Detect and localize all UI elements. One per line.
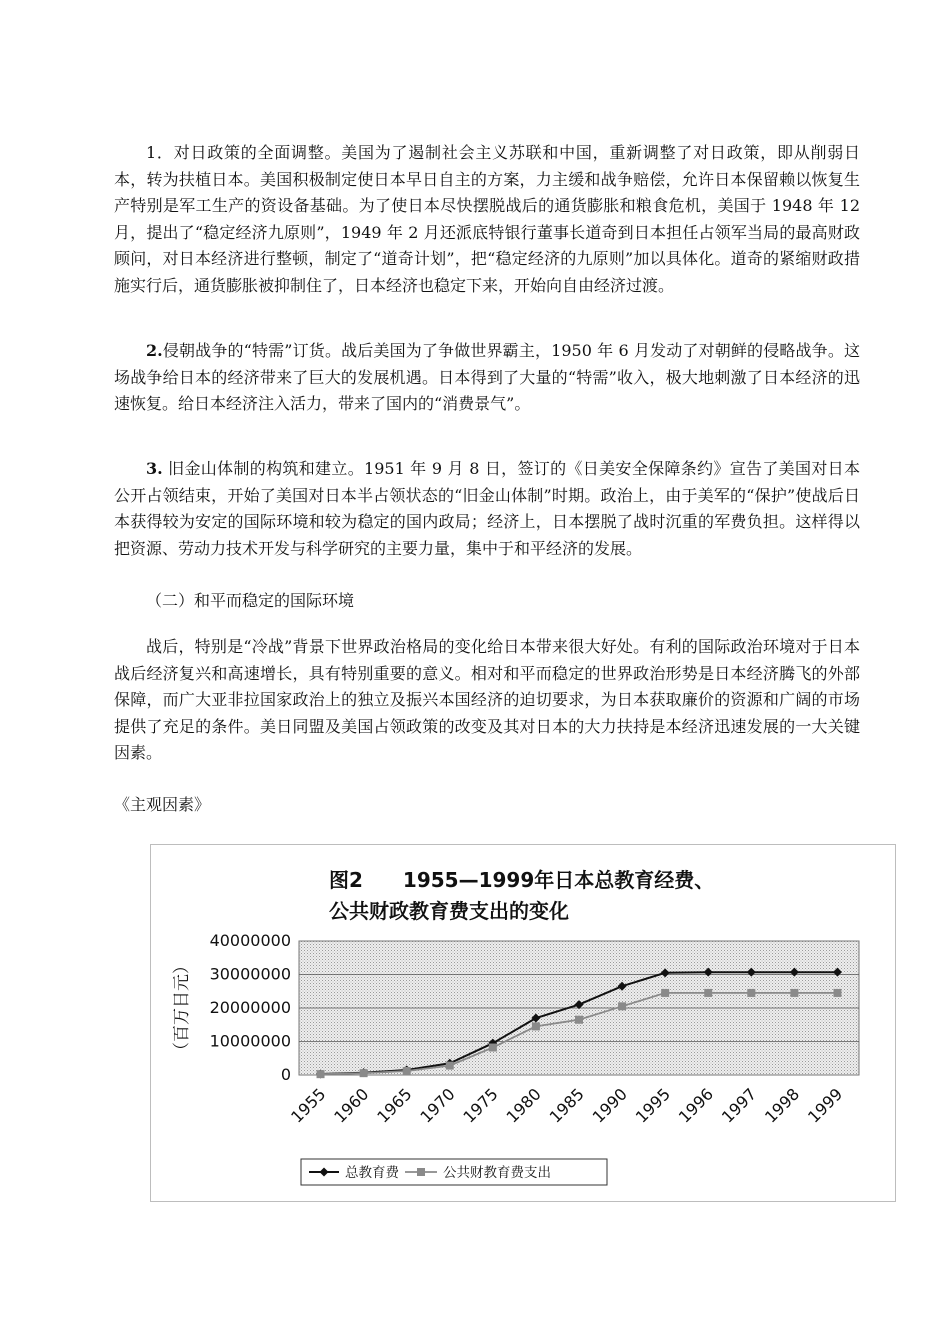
x-tick-label: 1955	[287, 1084, 330, 1127]
x-tick-label: 1965	[373, 1084, 416, 1127]
chart-canvas	[151, 845, 895, 1201]
paragraph-international-environment: 战后，特别是“冷战”背景下世界政治格局的变化给日本带来很大好处。有利的国际政治环境对于日本战后经济复兴和高速增长，具有特别重要的意义。相对和平而稳定的世界政治形势是日本经济腾飞的外部保障，而广大亚非拉国家政治上的独立及振兴本国经济的迫切要求，为日本获取廉价的资源和广阔的市场提供了充足的条件。美日同盟及美国占领政策的改变及其对日本的大力扶持是本经济迅速发展的一大关键因素。	[114, 637, 860, 762]
item-number: 3.	[146, 459, 163, 478]
data-point-square	[575, 1016, 583, 1024]
data-point-square	[618, 1002, 626, 1010]
x-tick-label: 1997	[717, 1084, 761, 1127]
paragraph-policy-adjustment: 1．对日政策的全面调整。美国为了遏制社会主义苏联和中国，重新调整了对日政策，即从削弱日本，转为扶植日本。美国积极制定使日本早日自主的方案，力主缓和战争赔偿，允许日本保留赖以恢复生产特别是军工生产的资设备基础。为了使日本尽快摆脱战后的通货膨胀和粮食危机，美国于 1948 年 12 月，提出了“稳定经济九原则”，1949 年 2 月还派底特银行董事长道奇到日本担任占领军当局的最高财政顾问，对日本经济进行整顿，制定了“道奇计划”，把“稳定经济的九原则”加以具体化。道奇的紧缩财政措施实行后，通货膨胀被抑制住了，日本经济也稳定下来，开始向自由经济过渡。	[114, 143, 860, 295]
y-tick-label: 30000000	[209, 964, 291, 984]
item-text: 侵朝战争的“特需”订货。战后美国为了争做世界霸主，1950 年 6 月发动了对朝鲜的侵略战争。这场战争给日本的经济带来了巨大的发展机遇。日本得到了大量的“特需”收入，极大地刺激了日本经济的迅速恢复。给日本经济注入活力，带来了国内的“消费景气”。	[114, 341, 860, 413]
x-tick-label: 1996	[674, 1084, 718, 1127]
item-text: 旧金山体制的构筑和建立。1951 年 9 月 8 日，签订的《日美安全保障条约》宣告了美国对日本公开占领结束，开始了美国对日本半占领状态的“旧金山体制”时期。政治上，由于美军的“保护”使战后日本获得较为安定的国际环境和较为稳定的国内政局；经济上，日本摆脱了战时沉重的军费负担。这样得以把资源、劳动力技术开发与科学研究的主要力量，集中于和平经济的发展。	[114, 459, 860, 558]
data-point-square	[704, 989, 712, 997]
chart-title-line-2: 公共财政教育费支出的变化	[329, 899, 569, 923]
y-tick-label: 40000000	[209, 931, 291, 950]
legend-label-1: 总教育费	[345, 1165, 399, 1181]
data-point-square	[747, 989, 755, 997]
x-tick-label: 1999	[804, 1084, 847, 1127]
legend-marker-square	[417, 1168, 425, 1176]
education-expense-chart	[150, 844, 896, 1202]
x-tick-label: 1970	[416, 1084, 459, 1127]
y-tick-label: 0	[280, 1065, 291, 1084]
subjective-factors-heading: 《主观因素》	[114, 795, 211, 814]
x-tick-label: 1990	[588, 1084, 631, 1127]
data-point-square	[403, 1067, 411, 1075]
data-point-square	[360, 1069, 368, 1077]
paragraph-san-francisco-system	[114, 456, 860, 562]
data-point-square	[489, 1044, 497, 1052]
y-tick-label: 20000000	[209, 998, 291, 1017]
x-tick-label: 1980	[502, 1084, 545, 1127]
section-heading: （二）和平而稳定的国际环境	[146, 591, 355, 610]
data-point-square	[790, 989, 798, 997]
legend-label-2: 公共财教育费支出	[443, 1165, 551, 1181]
y-tick-label: 10000000	[209, 1031, 291, 1051]
data-point-square	[446, 1062, 454, 1070]
item-number: 2.	[146, 341, 163, 360]
x-tick-label: 1975	[459, 1084, 502, 1127]
x-tick-label: 1995	[631, 1084, 674, 1127]
data-point-square	[833, 989, 841, 997]
x-tick-label: 1960	[330, 1084, 373, 1127]
x-tick-label: 1985	[545, 1084, 588, 1127]
paragraph-korean-war-procurement	[114, 338, 860, 418]
y-axis-label: （百万日元）	[172, 957, 192, 1059]
data-point-square	[661, 989, 669, 997]
data-point-square	[317, 1070, 325, 1078]
data-point-square	[532, 1022, 540, 1030]
x-tick-label: 1998	[760, 1084, 804, 1127]
chart-title-line-1: 图2 1955—1999年日本总教育经费、	[329, 868, 715, 892]
